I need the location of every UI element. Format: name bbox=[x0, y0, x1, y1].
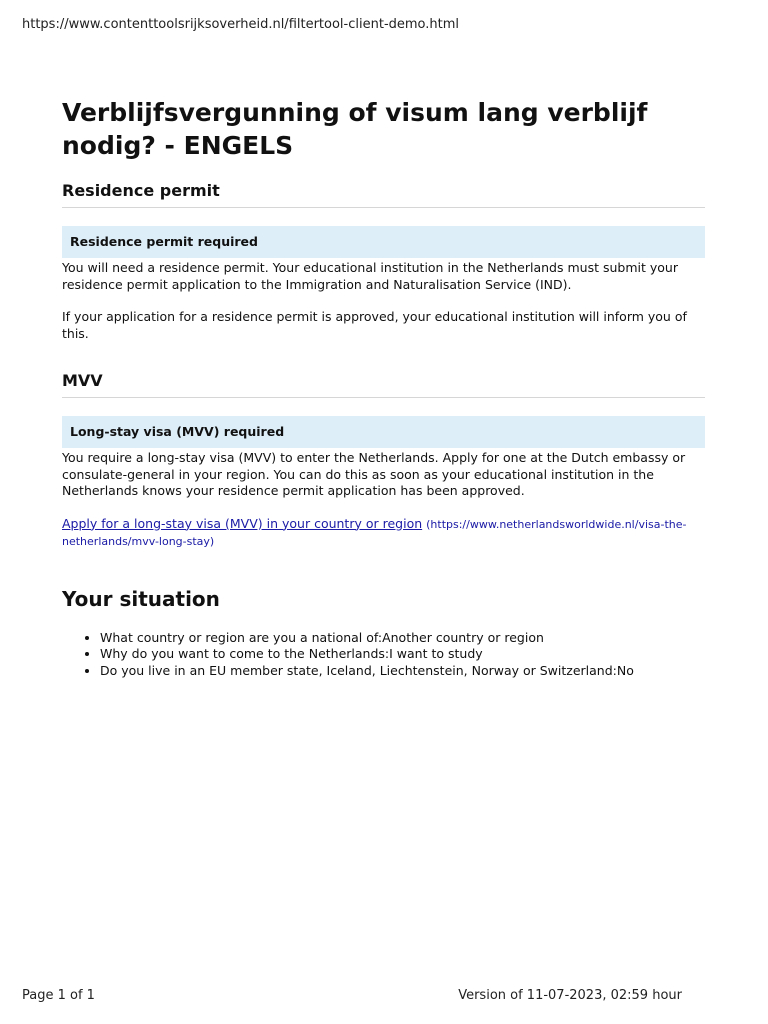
section-heading-mvv: MVV bbox=[62, 370, 705, 398]
version-date: Version of 11-07-2023, 02:59 hour bbox=[458, 988, 682, 1003]
section-mvv bbox=[62, 370, 705, 551]
mvv-paragraph-1: You require a long-stay visa (MVV) to enter the Netherlands. Apply for one at the Dutch embassy or consulate-general in your region. You can do this as soon as your educational institution in the Netherlands knows your residence permit application has been approved. bbox=[62, 450, 686, 498]
residence-permit-paragraph-1: You will need a residence permit. Your educational institution in the Netherlands must submit your residence permit application to the Immigration and Naturalisation Service (IND). bbox=[62, 260, 678, 292]
document-content bbox=[62, 96, 705, 679]
section-your-situation bbox=[62, 585, 705, 680]
mvv-required-callout: Long-stay visa (MVV) required bbox=[62, 416, 705, 448]
situation-item-nationality: • What country or region are you a national of:Another country or region bbox=[100, 630, 705, 647]
page-url-header: https://www.contenttoolsrijksoverheid.nl/filtertool-client-demo.html bbox=[22, 17, 460, 32]
situation-list bbox=[62, 630, 705, 680]
section-heading-residence-permit: Residence permit bbox=[62, 180, 705, 208]
your-situation-heading: Your situation bbox=[62, 586, 220, 611]
situation-item-eu-residence: • Do you live in an EU member state, Iceland, Liechtenstein, Norway or Switzerland:No bbox=[100, 663, 705, 680]
situation-item-purpose: • Why do you want to come to the Netherlands:I want to study bbox=[100, 646, 705, 663]
apply-long-stay-visa-link[interactable]: Apply for a long-stay visa (MVV) in your country or region bbox=[62, 515, 423, 531]
apply-long-stay-visa-url: (https://www.netherlandsworldwide.nl/visa-the-netherlands/mvv-long-stay) bbox=[62, 517, 687, 548]
residence-permit-required-callout: Residence permit required bbox=[62, 226, 705, 258]
page-number: Page 1 of 1 bbox=[22, 988, 95, 1003]
residence-permit-paragraph-2: If your application for a residence permit is approved, your educational institution will inform you of this. bbox=[62, 309, 687, 341]
mvv-link-paragraph bbox=[62, 516, 705, 551]
page-title: Verblijfsvergunning of visum lang verblijf nodig? - ENGELS bbox=[62, 98, 648, 160]
section-residence-permit bbox=[62, 180, 705, 342]
